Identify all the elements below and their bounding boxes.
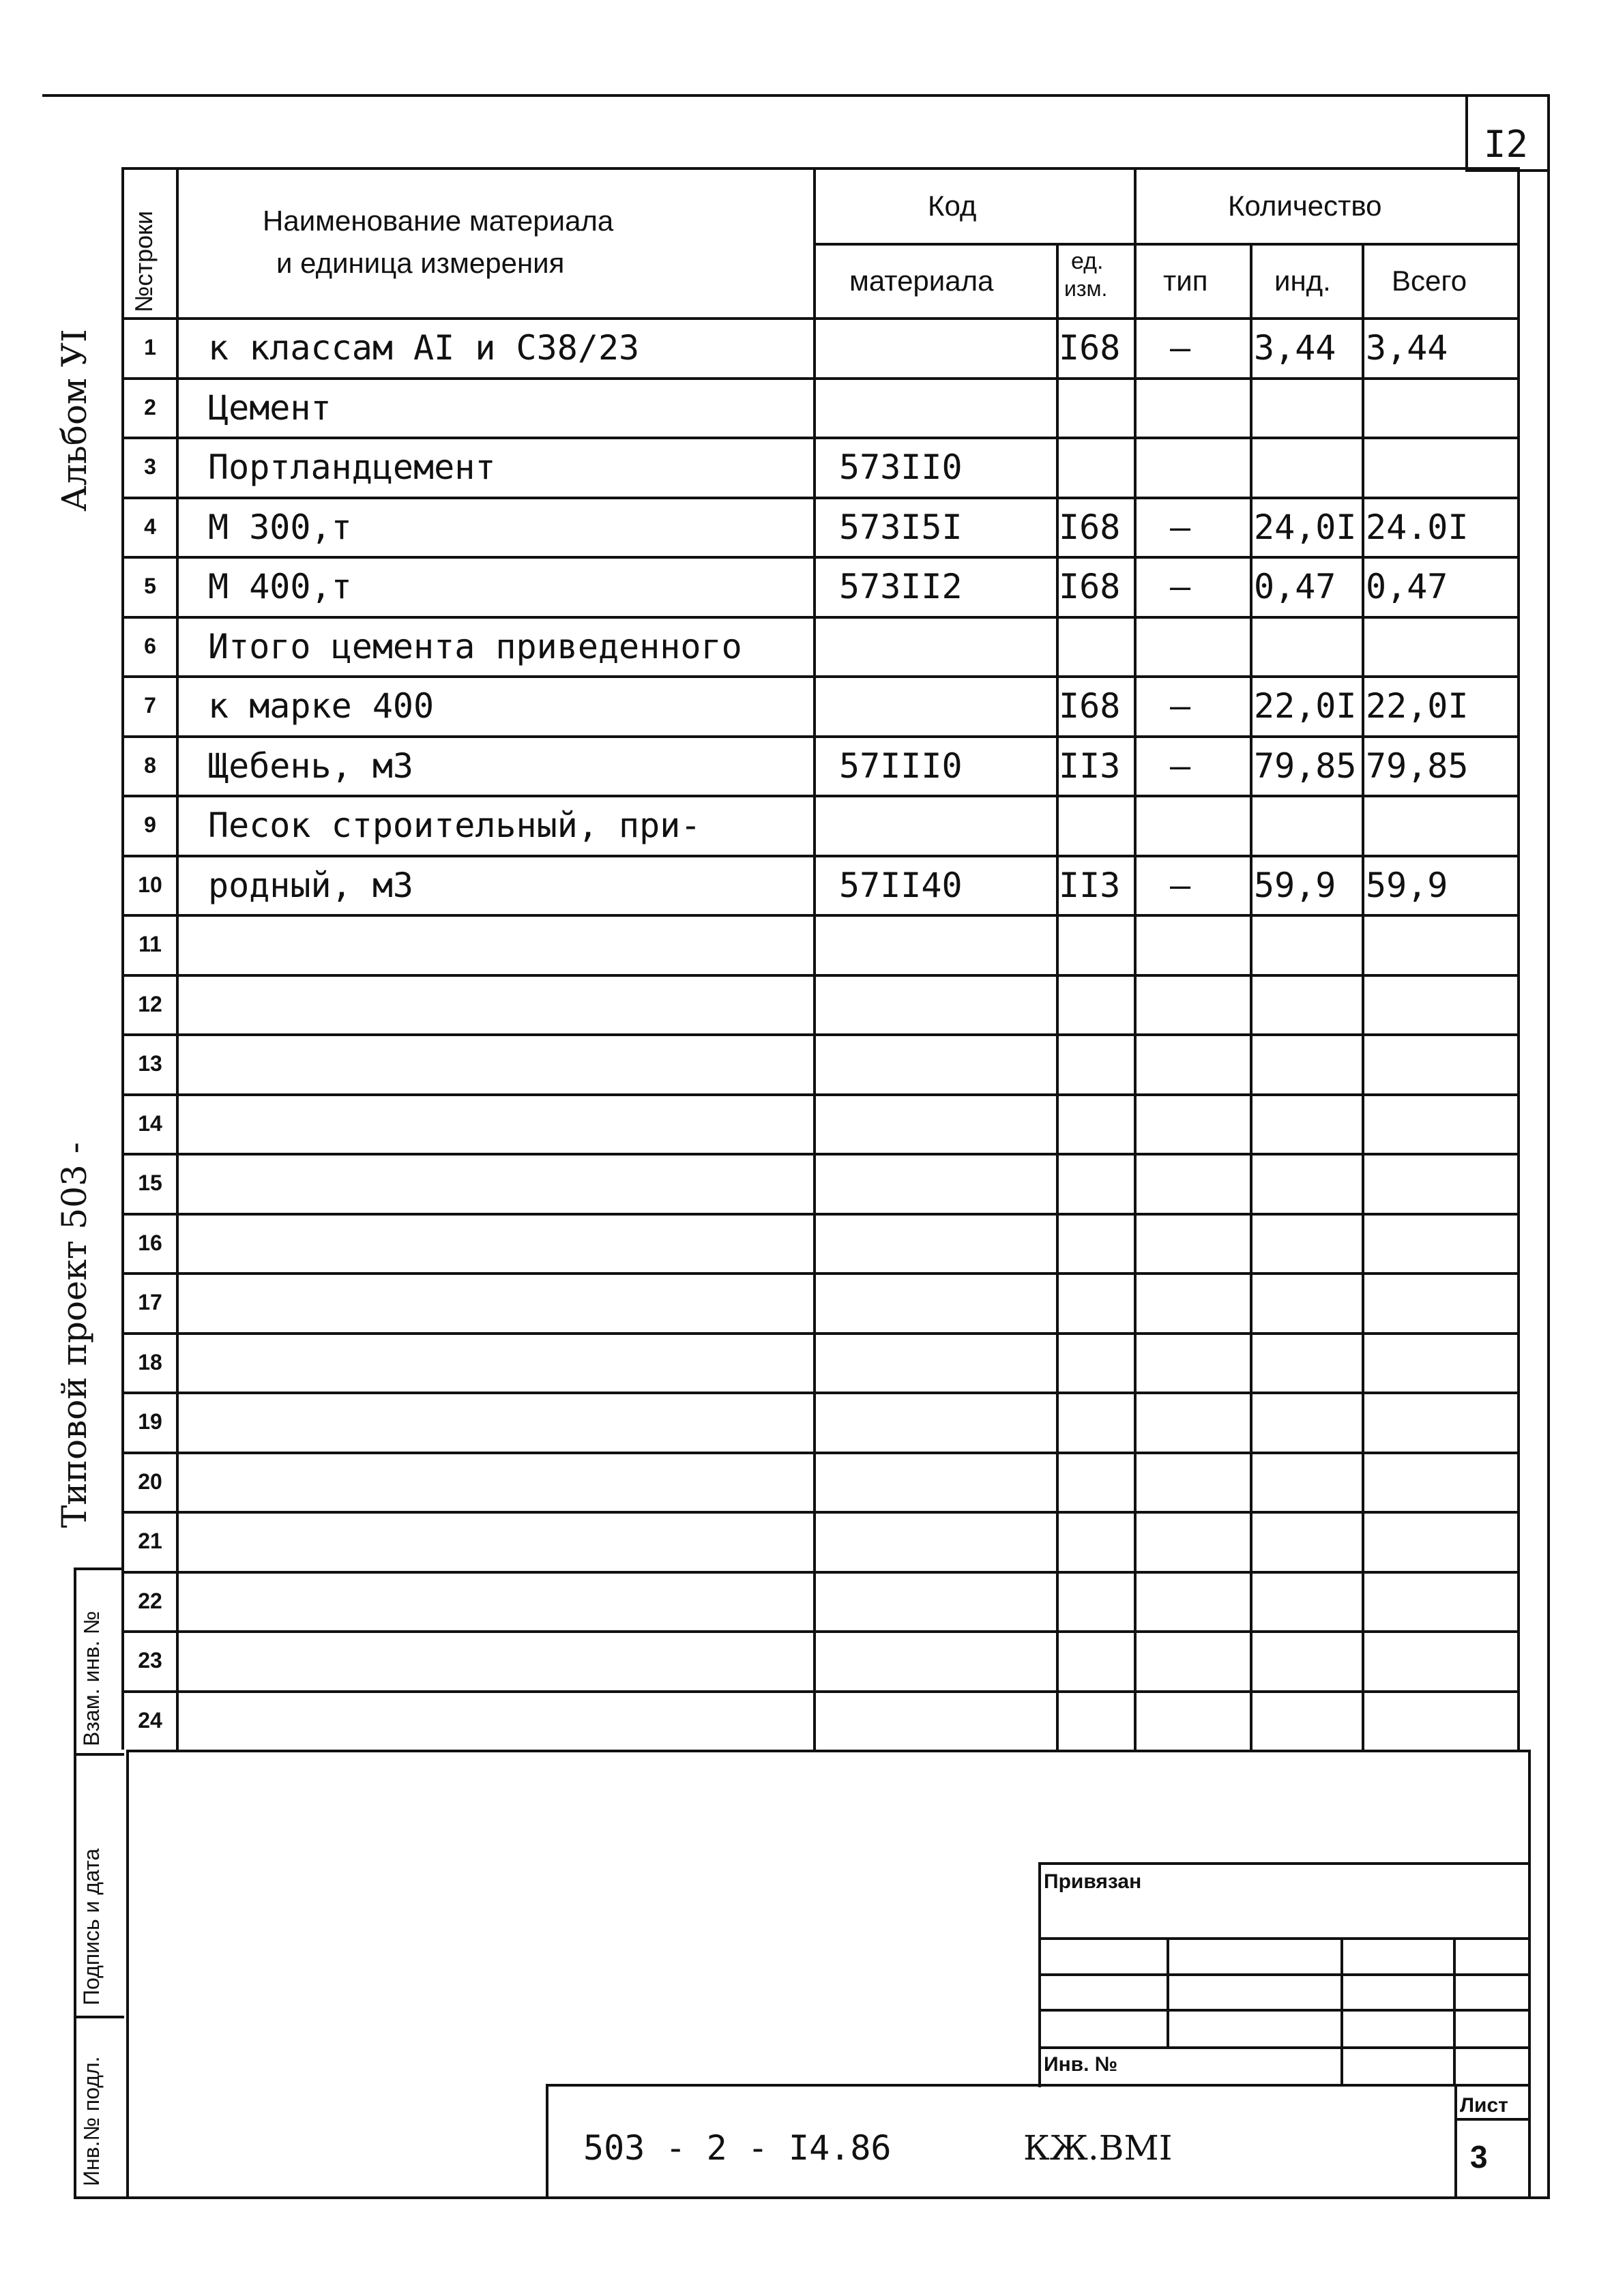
row-number: 19 [138, 1409, 162, 1434]
material-name-cell: М 300,т [208, 507, 352, 547]
qty-total-header: Всего [1392, 265, 1467, 297]
table-row-line [121, 556, 1520, 559]
table-column-line [1517, 167, 1520, 1750]
material-name-cell: Цемент [208, 388, 332, 428]
inv-label: Инв. № [1044, 2053, 1118, 2076]
row-number: 15 [138, 1171, 162, 1195]
row-number: 7 [144, 693, 156, 718]
document-code: КЖ.ВМI [1023, 2128, 1173, 2168]
unit-code-cell: II3 [1059, 866, 1121, 905]
table-row-line [121, 855, 1520, 857]
row-number: 4 [144, 514, 156, 539]
table-header-mid [813, 243, 1520, 246]
code-unit-header-line1: ед. [1071, 248, 1104, 274]
qty-total-cell: 79,85 [1366, 746, 1469, 786]
quantity-header: Количество [1228, 190, 1382, 222]
right-frame-edge [1547, 94, 1550, 2198]
table-row-line [121, 1511, 1520, 1514]
sheet-box-divider [1454, 2118, 1531, 2121]
material-name-cell: Портландцемент [208, 447, 496, 487]
title-strip-left [546, 2084, 548, 2198]
attached-row-4 [1038, 2046, 1531, 2049]
attached-row-2 [1038, 1973, 1531, 1976]
page-bottom-rule [74, 2196, 1550, 2199]
stamp-inv-orig-label: Инв.№ подл. [79, 2056, 104, 2186]
table-row-line [121, 1033, 1520, 1036]
qty-ind-cell: 3,44 [1254, 328, 1336, 368]
row-number: 8 [144, 753, 156, 778]
material-code-cell: 573II2 [839, 567, 963, 606]
table-row-line [121, 1272, 1520, 1275]
table-row-line [121, 497, 1520, 499]
row-number: 16 [138, 1231, 162, 1255]
qty-total-cell: 3,44 [1366, 328, 1448, 368]
material-code-cell: 573II0 [839, 447, 963, 487]
qty-type-cell: – [1170, 746, 1191, 786]
stamp-sep-2 [74, 2016, 124, 2018]
qty-ind-cell: 0,47 [1254, 567, 1336, 606]
corner-box-divider [1465, 95, 1468, 171]
qty-ind-cell: 59,9 [1254, 866, 1336, 905]
row-number: 24 [138, 1708, 162, 1733]
qty-total-cell: 22,0I [1366, 686, 1469, 726]
attached-col-1 [1167, 1937, 1169, 2046]
row-number: 2 [144, 395, 156, 420]
sheet-label: Лист [1460, 2094, 1508, 2117]
row-number: 12 [138, 992, 162, 1016]
qty-type-header: тип [1163, 265, 1208, 297]
attached-col-3 [1453, 1937, 1456, 2086]
row-number: 17 [138, 1290, 162, 1314]
table-row-line [121, 1690, 1520, 1693]
table-row-line [121, 1332, 1520, 1335]
row-number: 14 [138, 1111, 162, 1136]
qty-total-cell: 24.0I [1366, 507, 1469, 547]
table-header-bottom [121, 317, 1520, 320]
title-strip-top [546, 2084, 1531, 2087]
material-name-cell: Песок строительный, при- [208, 806, 701, 845]
material-name-cell: Щебень, м3 [208, 746, 414, 786]
table-header-top [121, 167, 1520, 170]
row-number: 21 [138, 1529, 162, 1553]
row-number: 13 [138, 1051, 162, 1076]
table-row-line [121, 914, 1520, 917]
qty-total-cell: 59,9 [1366, 866, 1448, 905]
album-caption: Альбом УI [55, 329, 94, 512]
material-name-cell: к классам AI и С38/23 [208, 328, 640, 368]
table-row-line [121, 1630, 1520, 1633]
table-column-line [1056, 243, 1059, 1750]
table-row-line [121, 1452, 1520, 1454]
table-row-line [121, 1093, 1520, 1096]
page-corner-number: I2 [1484, 123, 1529, 166]
qty-type-cell: – [1170, 686, 1191, 726]
document-number: 503 - 2 - I4.86 [583, 2128, 892, 2168]
table-row-line [121, 675, 1520, 678]
sheet-box-left [1454, 2084, 1457, 2198]
row-number-header: №строки [130, 210, 158, 312]
qty-type-cell: – [1170, 328, 1191, 368]
qty-ind-cell: 24,0I [1254, 507, 1357, 547]
unit-code-cell: I68 [1059, 328, 1121, 368]
name-header-line1: Наименование материала [263, 205, 614, 237]
attached-col-2 [1340, 1937, 1343, 2086]
table-column-line [1362, 243, 1364, 1750]
unit-code-cell: I68 [1059, 686, 1121, 726]
attached-row-1 [1038, 1937, 1531, 1940]
sheet-number: 3 [1470, 2139, 1488, 2175]
material-name-cell: Итого цемента приведенного [208, 627, 742, 666]
table-column-line [813, 167, 816, 1750]
material-name-cell: М 400,т [208, 567, 352, 606]
row-number: 23 [138, 1648, 162, 1673]
stamp-replace-label: Взам. инв. № [79, 1610, 104, 1746]
table-row-line [121, 795, 1520, 797]
project-caption: Типовой проект 503 - [55, 1142, 94, 1528]
attached-row-3 [1038, 2009, 1531, 2012]
row-number: 9 [144, 812, 156, 837]
row-number: 1 [144, 335, 156, 359]
row-number: 10 [138, 872, 162, 897]
table-row-line [121, 1571, 1520, 1574]
stamp-left-edge [74, 1568, 76, 2198]
name-header-line2: и единица измерения [276, 247, 565, 279]
material-code-cell: 57III0 [839, 746, 963, 786]
attached-label: Привязан [1044, 1870, 1142, 1893]
qty-type-cell: – [1170, 507, 1191, 547]
qty-total-cell: 0,47 [1366, 567, 1448, 606]
qty-ind-header: инд. [1274, 265, 1331, 297]
bottom-area-left-edge [126, 1750, 129, 2198]
table-row-line [121, 735, 1520, 738]
qty-type-cell: – [1170, 567, 1191, 606]
stamp-top [74, 1568, 124, 1570]
qty-ind-cell: 22,0I [1254, 686, 1357, 726]
table-row-line [121, 1213, 1520, 1216]
material-code-cell: 573I5I [839, 507, 963, 547]
unit-code-cell: I68 [1059, 507, 1121, 547]
row-number: 20 [138, 1469, 162, 1494]
row-number: 22 [138, 1589, 162, 1613]
material-name-cell: родный, м3 [208, 866, 414, 905]
row-number: 3 [144, 454, 156, 479]
table-bottom-rule [126, 1750, 1531, 1752]
row-number: 6 [144, 634, 156, 658]
qty-ind-cell: 79,85 [1254, 746, 1357, 786]
material-code-cell: 57II40 [839, 866, 963, 905]
code-material-header: материала [849, 265, 994, 297]
table-column-line [1134, 167, 1137, 1750]
stamp-sign-label: Подпись и дата [79, 1848, 104, 2005]
qty-type-cell: – [1170, 866, 1191, 905]
code-unit-header-line2: изм. [1064, 276, 1108, 301]
top-rule [42, 94, 1549, 97]
row-number: 18 [138, 1350, 162, 1374]
table-row-line [121, 1153, 1520, 1156]
unit-code-cell: II3 [1059, 746, 1121, 786]
table-column-line [121, 167, 124, 1750]
table-row-line [121, 616, 1520, 619]
row-number: 11 [138, 932, 162, 956]
table-row-line [121, 377, 1520, 380]
row-number: 5 [144, 574, 156, 598]
stamp-sep-1 [74, 1753, 124, 1756]
table-column-line [1250, 243, 1252, 1750]
attached-block-top [1038, 1862, 1531, 1865]
table-row-line [121, 1392, 1520, 1394]
table-column-line [176, 167, 179, 1750]
table-row-line [121, 974, 1520, 977]
table-row-line [121, 437, 1520, 439]
unit-code-cell: I68 [1059, 567, 1121, 606]
code-header: Код [928, 190, 977, 222]
material-name-cell: к марке 400 [208, 686, 435, 726]
